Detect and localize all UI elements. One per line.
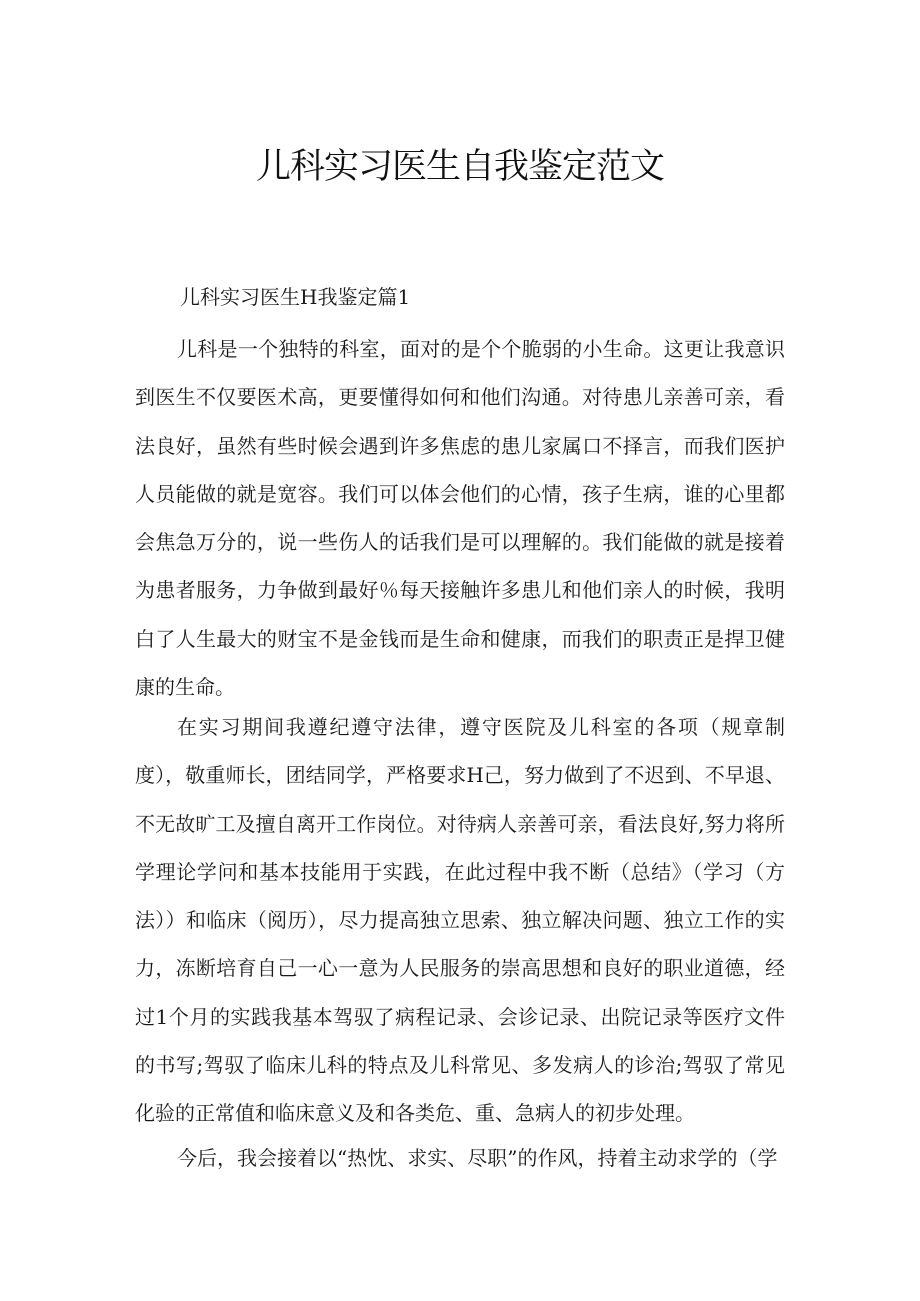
document-title: 儿科实习医生自我鉴定范文 (255, 147, 664, 187)
paragraph-3: 今后，我会接着以“热忱、求实、尽职”的作风，持着主动求学的（学 (177, 1146, 778, 1170)
paragraph-2: 在实习期间我遵纪遵守法律，遵守医院及儿科室的各项（规章制度），敬重师长，团结同学，严格要求H己，努力做到了不迟到、不早退、不无故旷工及擅自离开工作岗位。对待病人亲善可亲，看法良好,努力将所学理论学问和基本技能用于实践，在此过程中我不断（总结》（学习（方法））和临床（阅历），尽力提高独立思索、独立解决问题、独立工作的实力，冻断培育自己一心一意为人民服务的崇高思想和良好的职业道德，经过1个月的实践我基本驾驭了病程记录、会诊记录、出院记录等医疗文件的书写;驾驭了临床儿科的特点及儿科常见、多发病人的诊治;驾驭了常见化验的正常值和临床意义及和各类危、重、急病人的初步处理。 (135, 715, 785, 1126)
paragraph-1: 儿科是一个独特的科室，面对的是个个脆弱的小生命。这更让我意识到医生不仅要医术高，更要懂得如何和他们沟通。对待患儿亲善可亲，看法良好，虽然有些时候会遇到许多焦虑的患儿家属口不择言，而我们医护人员能做的就是宽容。我们可以体会他们的心情，孩子生病，谁的心里都会焦急万分的，说一些伤人的话我们是可以理解的。我们能做的就是接着为患者服务，力争做到最好％每天接触许多患儿和他们亲人的时候，我明白了人生最大的财宝不是金钱而是生命和健康，而我们的职责正是捍卫健康的生命。 (135, 337, 785, 700)
section-heading: 儿科实习医生H我鉴定篇1 (180, 285, 411, 309)
